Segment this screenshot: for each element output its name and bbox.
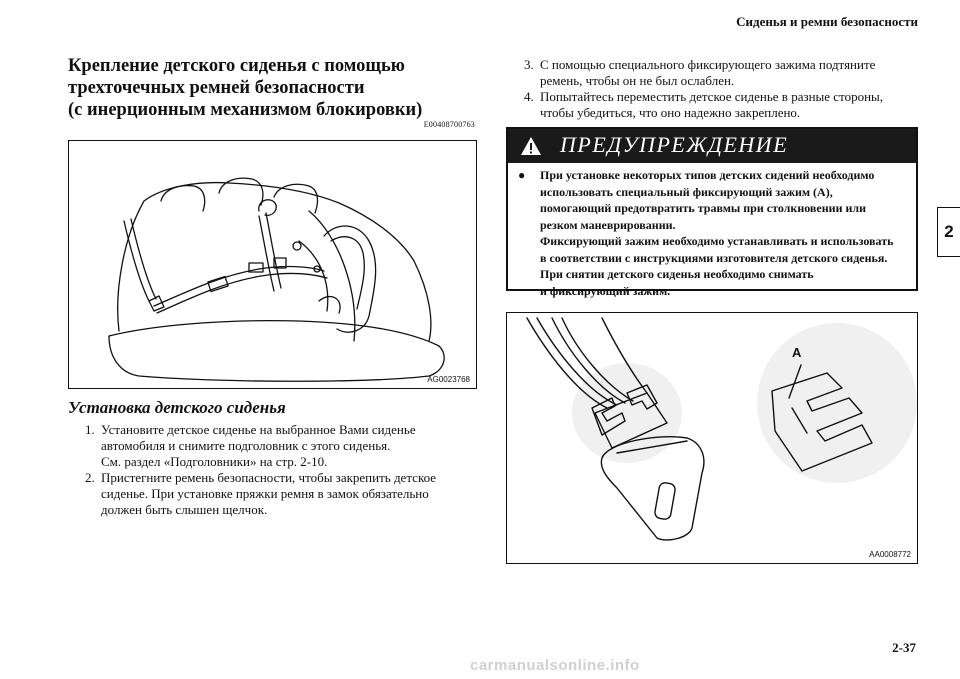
warning-line: резком маневрировании. <box>540 217 676 232</box>
step-1 <box>85 422 485 470</box>
warning-header <box>508 129 916 163</box>
watermark-text: carmanualsonline.info <box>470 657 640 674</box>
step-text: См. раздел «Подголовники» на стр. 2-10. <box>101 454 328 469</box>
figure-1-code: AG0023768 <box>427 375 470 384</box>
callout-a: A <box>792 345 802 360</box>
steps-right <box>524 57 924 121</box>
step-text: Пристегните ремень безопасности, чтобы закрепить детское <box>101 470 437 485</box>
locking-clip-illustration <box>506 312 918 564</box>
warning-line: и фиксирующий зажим. <box>540 283 671 298</box>
step-2 <box>85 470 485 518</box>
step-3 <box>524 57 924 89</box>
warning-line: помогающий предотвратить травмы при столкновении или <box>540 201 867 215</box>
step-number: 2. <box>85 470 95 485</box>
warning-line: При установке некоторых типов детских сидений необходимо <box>540 168 875 182</box>
warning-line: При снятии детского сиденья необходимо снимать <box>540 267 814 281</box>
warning-triangle-icon <box>520 136 542 156</box>
child-seat-drawing <box>69 141 476 388</box>
steps-left <box>85 422 485 518</box>
title-line-1: Крепление детского сиденья с помощью <box>68 56 405 76</box>
step-number: 4. <box>524 89 534 104</box>
page-number: 2-37 <box>892 640 916 655</box>
step-number: 3. <box>524 57 534 72</box>
step-text: С помощью специального фиксирующего зажима подтяните <box>540 57 876 72</box>
child-seat-illustration <box>68 140 477 389</box>
warning-line: использовать специальный фиксирующий зажим (A), <box>540 184 833 199</box>
subheading: Установка детского сиденья <box>68 398 286 417</box>
running-header: Сиденья и ремни безопасности <box>736 14 918 29</box>
step-text: сиденье. При установке пряжки ремня в замок обязательно <box>101 486 429 501</box>
warning-box <box>506 127 918 298</box>
bullet-icon: ● <box>518 168 526 182</box>
step-number: 1. <box>85 422 95 437</box>
step-4 <box>524 89 924 121</box>
warning-line: в соответствии с инструкциями изготовителя детского сиденья. <box>540 250 888 265</box>
warning-text <box>518 167 908 299</box>
title-line-2: трехточечных ремней безопасности <box>68 78 365 98</box>
locking-clip-drawing <box>507 313 917 563</box>
step-text: ремень, чтобы он не был ослаблен. <box>540 73 735 88</box>
section-code: E00408700763 <box>423 120 475 129</box>
warning-line: Фиксирующий зажим необходимо устанавливать и использовать <box>540 234 894 248</box>
figure-2-code: AA0008772 <box>869 550 911 559</box>
warning-title: ПРЕДУПРЕЖДЕНИЕ <box>560 132 789 157</box>
step-text: должен быть слышен щелчок. <box>101 502 268 517</box>
step-text: автомобиля и снимите подголовник с этого сиденья. <box>101 438 391 453</box>
step-text: Установите детское сиденье на выбранное Вами сиденье <box>101 422 416 437</box>
chapter-tab[interactable]: 2 <box>937 207 960 257</box>
step-text: чтобы убедиться, что оно надежно закреплено. <box>540 105 801 120</box>
section-title <box>68 55 488 121</box>
title-line-3: (с инерционным механизмом блокировки) <box>68 100 423 120</box>
step-text: Попытайтесь переместить детское сиденье в разные стороны, <box>540 89 884 104</box>
